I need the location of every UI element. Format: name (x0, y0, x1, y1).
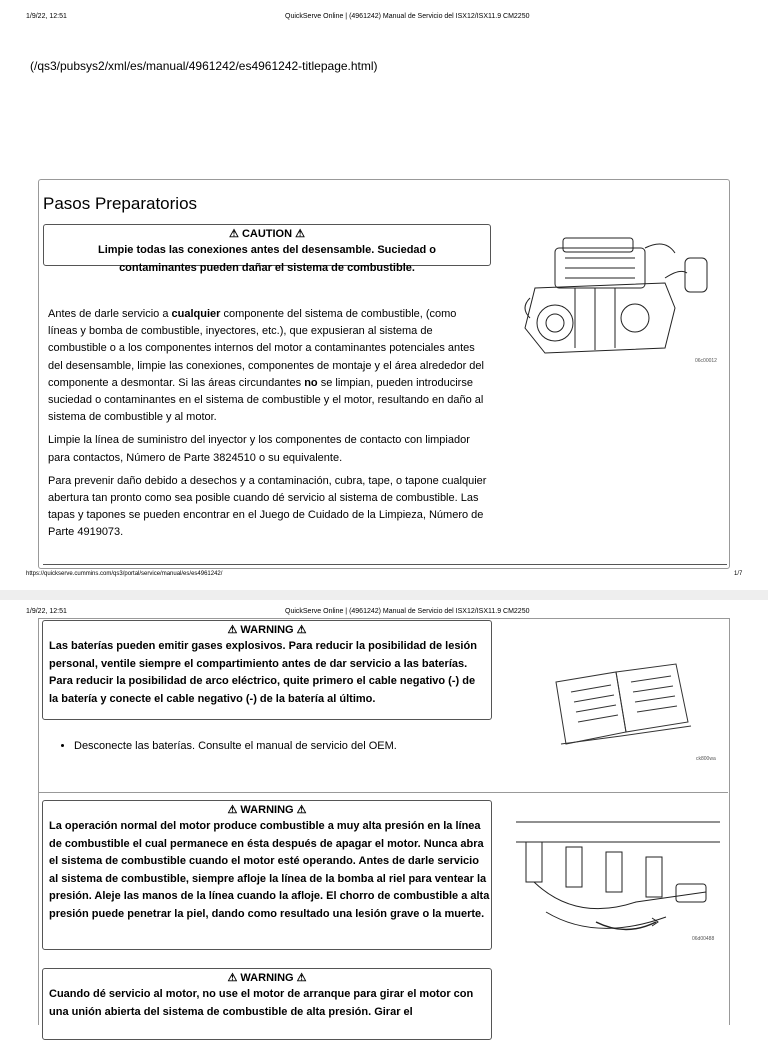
header-title: QuickServe Online | (4961242) Manual de Servicio del ISX12/ISX11.9 CM2250 (285, 608, 530, 615)
warning-box-3 (42, 968, 492, 1040)
warning-box-2 (42, 800, 492, 950)
warning-heading (43, 623, 491, 636)
warning-label: WARNING (240, 624, 294, 636)
preparatory-steps-panel (38, 179, 730, 569)
warning-text: Las baterías pueden emitir gases explosivos. Para reducir la posibilidad de lesión personal, ventile siempre el compartimiento antes de dar servicio a las baterías. Para reducir la posibilidad de arco eléctrico, quite primero el cable negativo (-) de la batería y conecte el cable negativo (-) de la batería al último. (49, 640, 477, 705)
fuel-line-figure (516, 802, 720, 944)
warning-box-1 (42, 620, 492, 720)
warning-label: WARNING (240, 972, 294, 984)
caution-label: CAUTION (241, 228, 293, 240)
warning-triangle-icon: ⚠ (296, 624, 307, 636)
warning-text: La operación normal del motor produce combustible a muy alta presión en la línea de combustible el cual permanece en ésta después de apagar el motor. Nunca abra el sistema de combustible cuando el motor esté operando. Antes de darle servicio al sistema de combustible, siempre afloje la línea de la bomba al riel para ventear la presión. Aleje las manos de la línea cuando la afloje. El chorro de combustible a alta presión puede penetrar la piel, dando como resultado una lesión grave o la muerte. (49, 820, 490, 920)
page-header (0, 13, 768, 31)
caution-box (43, 224, 491, 274)
warning-triangle-icon: ⚠ (296, 804, 307, 816)
paragraph-3: Para prevenir daño debido a desechos y a contaminación, cubra, tape, o tapone cualquier abertura tan pronto como sea posible cuando dé servicio al sistema de combustible. Las tapas y tapones se pueden encontrar en el Juego de Cuidado de la Limpieza, Número de Parte 4919073. (48, 474, 487, 539)
text-run: componente del sistema de combustible, (como líneas y bomba de combustible, inyectores, etc.), que expusieran al sistema de combustible o a los componentes internos del motor a contaminantes potenciales antes del desensamble, limpie las conexiones, componentes de montaje y el área alrededor del componente a desmontar. Si las áreas circundantes (48, 308, 484, 389)
step-list (48, 740, 488, 752)
warning-triangle-icon: ⚠ (229, 228, 239, 240)
paragraph-1 (48, 306, 488, 426)
figure-code: 06c00012 (695, 358, 717, 364)
caution-text: Limpie todas las conexiones antes del desensamble. Suciedad o contaminantes pueden dañar el sistema de combustible. (97, 244, 437, 274)
paragraph-2: Limpie la línea de suministro del inyector y los componentes de contacto con limpiador para contactos, Número de Parte 3824510 o su equivalente. (48, 434, 470, 464)
titlepage-link[interactable]: (/qs3/pubsys2/xml/es/manual/4961242/es4961242-titlepage.html) (30, 59, 378, 73)
warning-label: WARNING (240, 804, 294, 816)
engine-figure (515, 228, 715, 368)
caution-heading (44, 227, 490, 240)
section-title: Pasos Preparatorios (43, 194, 198, 213)
engine-illustration (515, 228, 715, 368)
emphasis: cualquier (171, 308, 221, 320)
warning-heading (43, 803, 491, 816)
warning-triangle-icon: ⚠ (227, 804, 238, 816)
list-item: • Desconecte las baterías. Consulte el manual de servicio del OEM. (74, 740, 488, 752)
fuel-line-illustration (516, 802, 720, 944)
warning-triangle-icon: ⚠ (295, 228, 305, 240)
header-date: 1/9/22, 12:51 (26, 13, 67, 20)
step-divider (38, 792, 728, 793)
warning-triangle-icon: ⚠ (296, 972, 307, 984)
page-2 (0, 600, 768, 1024)
text-run: Antes de darle servicio a (48, 308, 172, 320)
warning-heading (43, 971, 491, 984)
warning-triangle-icon: ⚠ (227, 624, 238, 636)
open-manual-illustration (516, 622, 720, 766)
manual-figure (516, 622, 720, 766)
body-text (48, 306, 488, 548)
figure-code: ck800wa (696, 756, 716, 762)
emphasis: no (304, 376, 318, 389)
warning-text: Cuando dé servicio al motor, no use el motor de arranque para girar el motor con una unión abierta del sistema de combustible de alta presión. Girar el (49, 988, 474, 1018)
text-run: se limpian, pueden introducirse suciedad o contaminantes en el sistema de combustible y el motor, resultando en daño al sistema de combustible y al motor. (48, 376, 484, 424)
page-separator (0, 590, 768, 600)
next-box-edge (43, 564, 727, 565)
figure-code: 06d00488 (692, 936, 715, 942)
warning-triangle-icon: ⚠ (227, 972, 238, 984)
footer-url: https://quickserve.cummins.com/qs3/portal/service/manual/es/es4961242/ (26, 571, 223, 577)
header-date: 1/9/22, 12:51 (26, 608, 67, 615)
footer-page-number: 1/7 (734, 571, 743, 577)
header-title: QuickServe Online | (4961242) Manual de Servicio del ISX12/ISX11.9 CM2250 (285, 13, 530, 20)
